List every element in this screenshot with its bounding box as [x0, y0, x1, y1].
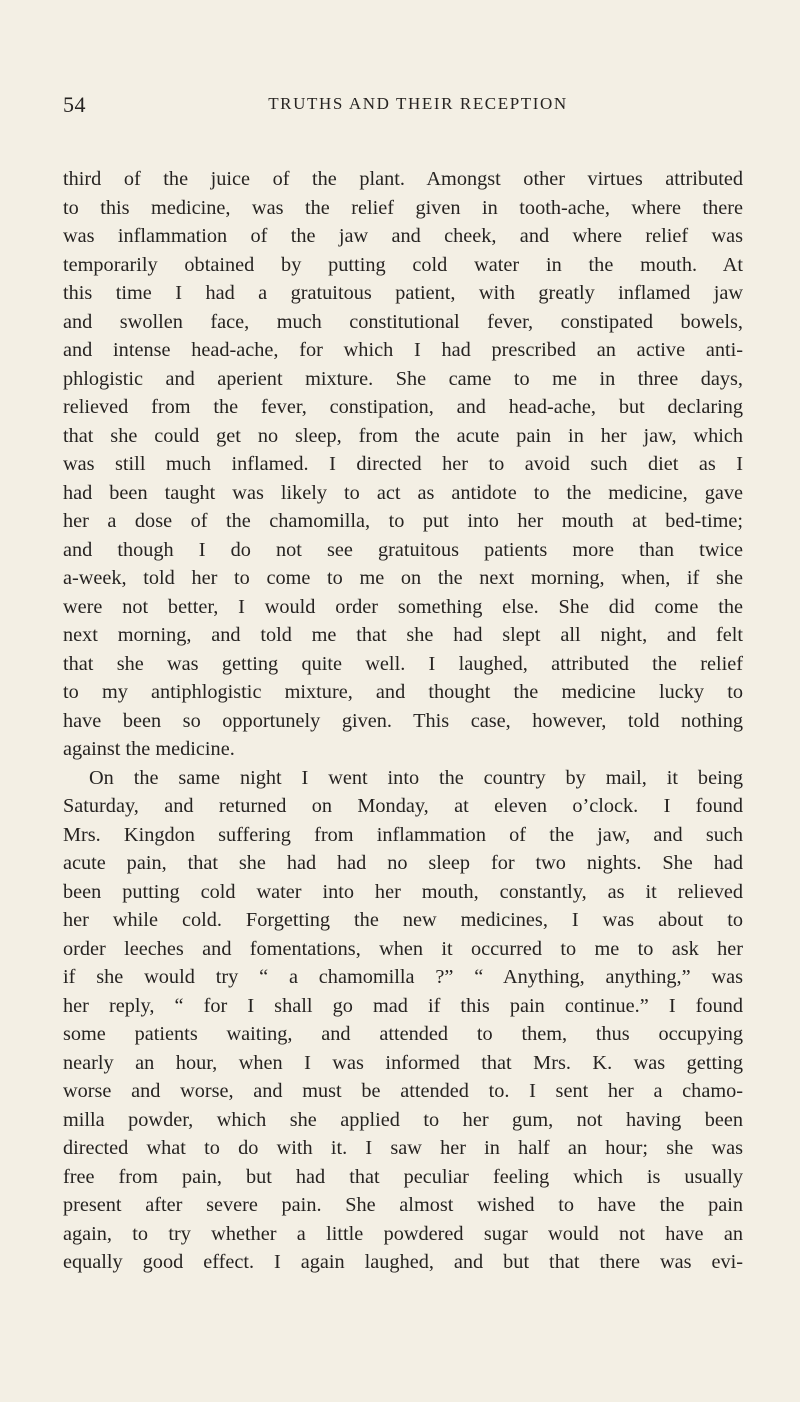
text-line: milla powder, which she applied to her gum, not having been	[63, 1108, 743, 1131]
paragraph-end-line: against the medicine.	[63, 738, 235, 760]
text-line: that she could get no sleep, from the acute pain in her jaw, which	[63, 424, 743, 447]
text-line: free from pain, but had that peculiar feeling which is usually	[63, 1165, 743, 1188]
text-line: again, to try whether a little powdered sugar would not have an	[63, 1222, 743, 1245]
text-line: directed what to do with it. I saw her in half an hour; she was	[63, 1137, 743, 1159]
text-line: a-week, told her to come to me on the next morning, when, if she	[63, 567, 743, 589]
text-line: Mrs. Kingdon suffering from inflammation of the jaw, and such	[63, 823, 743, 846]
text-line: equally good effect. I again laughed, and but that there was evi-	[63, 1251, 743, 1273]
text-line: had been taught was likely to act as antidote to the medicine, gave	[63, 481, 743, 504]
text-line: acute pain, that she had had no sleep for two nights. She had	[63, 852, 743, 874]
text-line: and swollen face, much constitutional fever, constipated bowels,	[63, 310, 743, 333]
text-line: and though I do not see gratuitous patients more than twice	[63, 538, 743, 561]
text-line: Saturday, and returned on Monday, at eleven o’clock. I found	[63, 795, 743, 817]
text-line: relieved from the fever, constipation, and head-ache, but declaring	[63, 396, 743, 418]
text-line: third of the juice of the plant. Amongst other virtues attributed	[63, 168, 743, 190]
text-line: if she would try “ a chamomilla ?” “ Anything, anything,” was	[63, 966, 743, 988]
text-line: order leeches and fomentations, when it occurred to me to ask her	[63, 937, 743, 960]
body-text	[63, 165, 743, 1277]
running-head	[63, 92, 743, 122]
text-line: next morning, and told me that she had slept all night, and felt	[63, 624, 743, 646]
page-number: 54	[63, 92, 86, 117]
text-line: her reply, “ for I shall go mad if this pain continue.” I found	[63, 994, 743, 1017]
text-line: to my antiphlogistic mixture, and thought the medicine lucky to	[63, 681, 743, 703]
text-line: present after severe pain. She almost wished to have the pain	[63, 1194, 743, 1216]
text-line: nearly an hour, when I was informed that Mrs. K. was getting	[63, 1051, 743, 1074]
text-line: to this medicine, was the relief given in tooth-ache, where there	[63, 196, 743, 219]
text-line: worse and worse, and must be attended to. I sent her a chamo-	[63, 1080, 743, 1102]
text-line: was still much inflamed. I directed her to avoid such diet as I	[63, 453, 743, 475]
text-line: temporarily obtained by putting cold water in the mouth. At	[63, 253, 743, 276]
text-line: phlogistic and aperient mixture. She came to me in three days,	[63, 367, 743, 390]
text-line: that she was getting quite well. I laughed, attributed the relief	[63, 652, 743, 675]
text-line: was inflammation of the jaw and cheek, and where relief was	[63, 225, 743, 247]
text-line: have been so opportunely given. This case, however, told nothing	[63, 709, 743, 732]
text-line: her a dose of the chamomilla, to put into her mouth at bed-time;	[63, 510, 743, 532]
text-line: been putting cold water into her mouth, constantly, as it relieved	[63, 880, 743, 903]
text-line: were not better, I would order something else. She did come the	[63, 595, 743, 618]
text-line: this time I had a gratuitous patient, with greatly inflamed jaw	[63, 282, 743, 304]
text-line: some patients waiting, and attended to them, thus occupying	[63, 1023, 743, 1045]
running-title: TRUTHS AND THEIR RECEPTION	[268, 94, 568, 113]
text-line: and intense head-ache, for which I had prescribed an active anti-	[63, 339, 743, 361]
paragraph-start-line: On the same night I went into the country by mail, it being	[89, 766, 743, 789]
text-line: her while cold. Forgetting the new medicines, I was about to	[63, 909, 743, 931]
